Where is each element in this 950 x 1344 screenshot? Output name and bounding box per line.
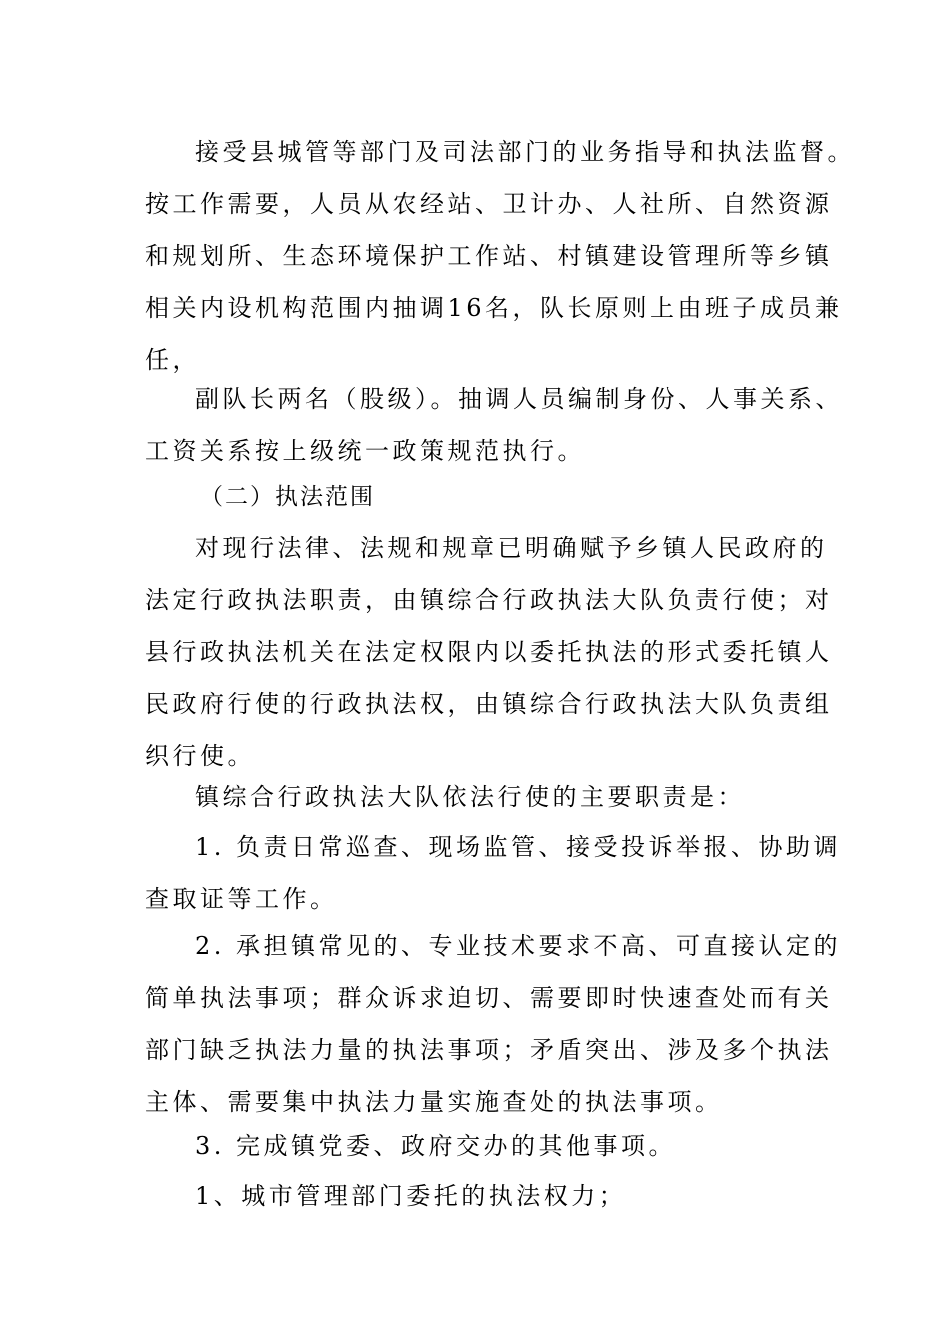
text-line: 部门缺乏执法力量的执法事项；矛盾突出、涉及多个执法 [145,1036,833,1064]
list-item-authority-1 [145,1170,825,1222]
text-line: 县行政执法机关在法定权限内以委托执法的形式委托镇人 [145,638,833,666]
text-line: 对现行法律、法规和规章已明确赋予乡镇人民政府的 [195,534,828,562]
paragraph-deputy [145,373,843,477]
heading-text: （二）执法范围 [200,484,375,510]
text-line: 副队长两名（股级）。抽调人员编制身份、人事关系、 [195,385,843,413]
text-line: 简单执法事项；群众诉求迫切、需要即时快速查处而有关 [145,984,833,1012]
text-line: 工资关系按上级统一政策规范执行。 [145,437,585,465]
text-line: 相关内设机构范围内抽调16名，队长原则上由班子成员兼 [145,294,843,322]
section-heading [145,471,825,523]
text-line: 查取证等工作。 [145,885,338,913]
text-line: 和规划所、生态环境保护工作站、村镇建设管理所等乡镇 [145,242,833,270]
text-line: 2. 承担镇常见的、专业技术要求不高、可直接认定的 [195,932,842,960]
text-line: 镇综合行政执法大队依法行使的主要职责是： [195,783,745,811]
text-line: 民政府行使的行政执法权，由镇综合行政执法大队负责组 [145,690,833,718]
paragraph-duties-intro [145,771,825,823]
text-line: 1. 负责日常巡查、现场监管、接受投诉举报、协助调 [195,833,842,861]
text-line: 3. 完成镇党委、政府交办的其他事项。 [195,1132,677,1160]
text-line: 织行使。 [145,742,255,770]
paragraph-scope [145,522,833,782]
text-line: 接受县城管等部门及司法部门的业务指导和执法监督。 [195,138,855,166]
list-item-1 [145,821,842,925]
text-line: 1、城市管理部门委托的执法权力； [195,1182,627,1210]
list-item-3 [145,1120,825,1172]
paragraph-personnel [145,126,855,386]
text-line: 按工作需要，人员从农经站、卫计办、人社所、自然资源 [145,190,833,218]
text-line: 主体、需要集中执法力量实施查处的执法事项。 [145,1088,723,1116]
text-line: 法定行政执法职责，由镇综合行政执法大队负责行使；对 [145,586,833,614]
list-item-2 [145,920,842,1128]
text-line: 任， [145,346,200,374]
